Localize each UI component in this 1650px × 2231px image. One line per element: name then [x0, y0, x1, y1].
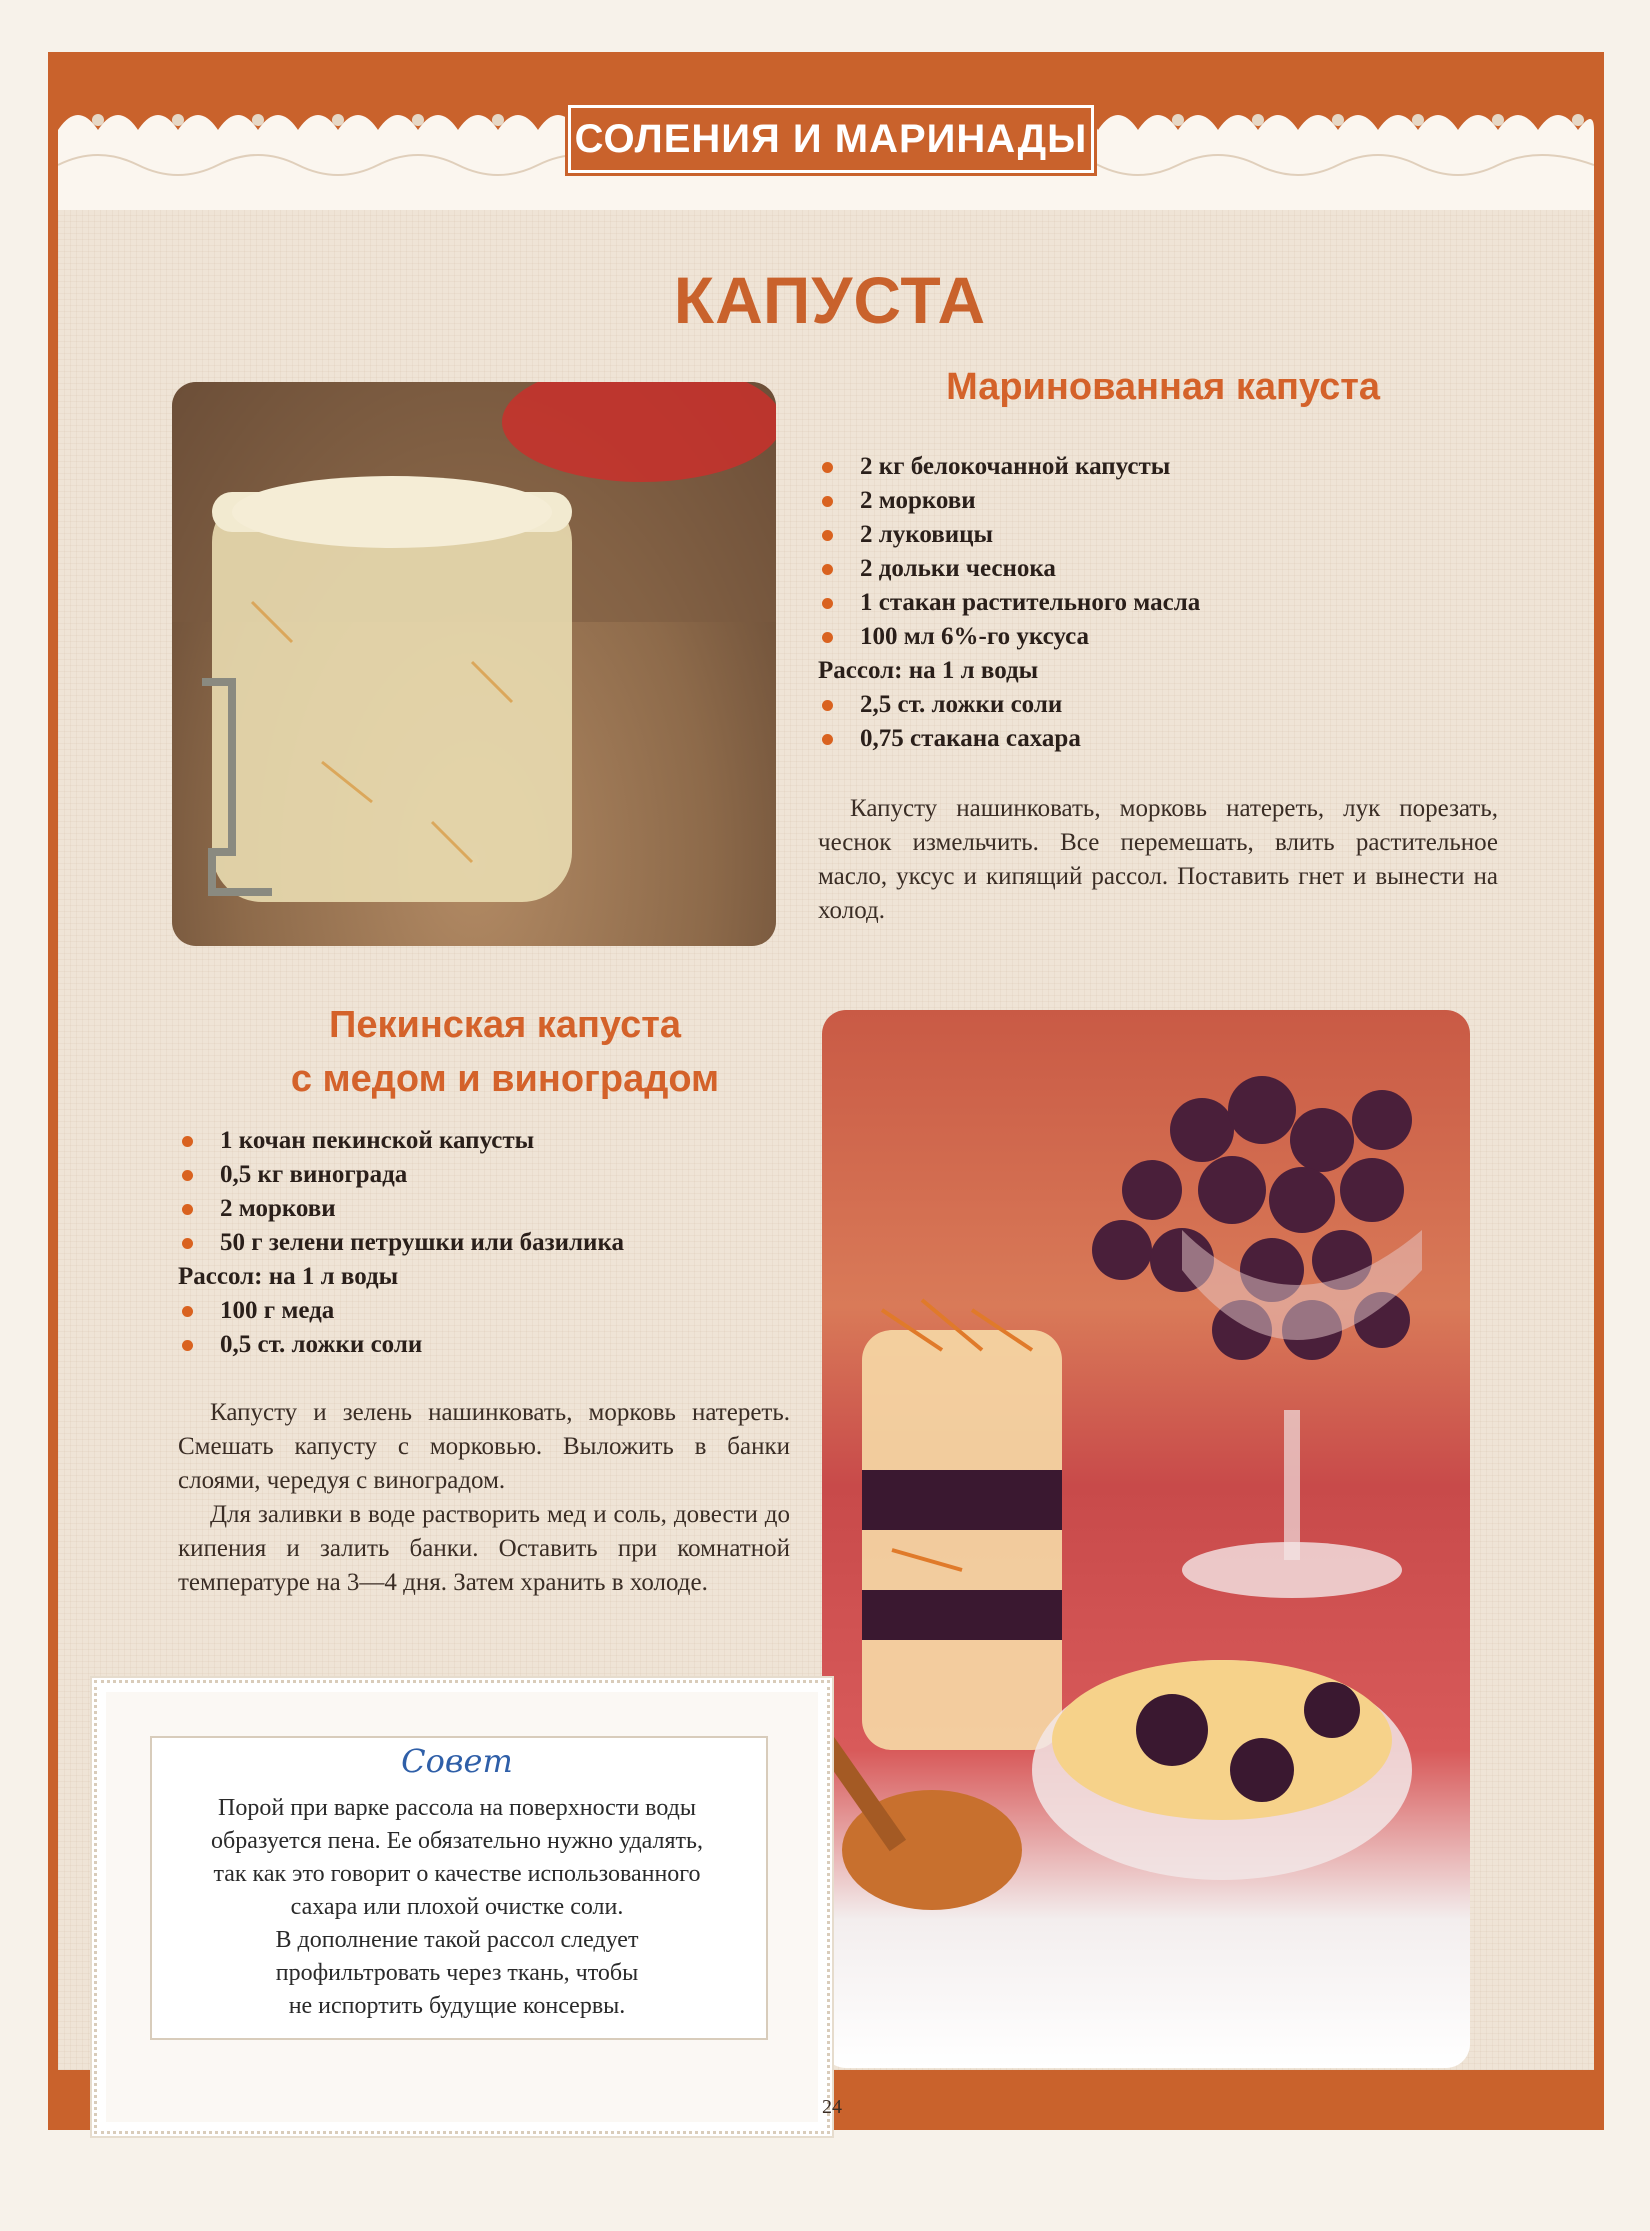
- advice-line: профильтровать через ткань, чтобы: [275, 1960, 639, 1986]
- recipe1-title: Маринованная капуста: [946, 366, 1380, 408]
- recipe2-title: [270, 998, 740, 1106]
- pickled-cabbage-photo: [172, 382, 776, 946]
- recipe2-instructions: [178, 1396, 790, 1600]
- recipe1-ingredients: [818, 450, 1200, 756]
- brine-label: Рассол: на 1 л воды: [178, 1263, 399, 1290]
- ingredient-item: 2 моркови: [178, 1192, 624, 1226]
- instruction-paragraph: Капусту нашинковать, морковь натереть, лук порезать, чеснок измельчить. Все перемешать, влить растительное масло, уксус и кипящий рассол. Поставить гнет и вынести на холод.: [818, 795, 1498, 924]
- ingredient-item: 2 луковицы: [818, 518, 1200, 552]
- advice-line: не испортить будущие консервы.: [288, 1993, 626, 2019]
- page-number: 24: [822, 2096, 842, 2118]
- ingredient-item: 2 моркови: [818, 484, 1200, 518]
- recipe2-ingredients: [178, 1124, 624, 1362]
- ingredient-item: 2 кг белокочанной капусты: [818, 450, 1200, 484]
- advice-line: В дополнение такой рассол следует: [275, 1927, 639, 1953]
- ingredient-item: 2,5 ст. ложки соли: [818, 688, 1200, 722]
- ingredient-item: 0,5 кг винограда: [178, 1158, 624, 1192]
- ingredient-item: 50 г зелени петрушки или базилика: [178, 1226, 624, 1260]
- instruction-paragraph: Капусту и зелень нашинковать, морковь натереть. Смешать капусту с морковью. Выложить в банки слоями, чередуя с виноградом.: [178, 1399, 790, 1494]
- page-title: КАПУСТА: [673, 263, 987, 337]
- ingredient-item: 0,75 стакана сахара: [818, 722, 1200, 756]
- ingredient-item: 1 стакан растительного масла: [818, 586, 1200, 620]
- brine-label: Рассол: на 1 л воды: [818, 657, 1039, 684]
- ingredient-item: 0,5 ст. ложки соли: [178, 1328, 624, 1362]
- advice-title: Совет: [401, 1742, 513, 1780]
- section-title: СОЛЕНИЯ И МАРИНАДЫ: [574, 116, 1088, 161]
- section-banner: [568, 105, 1094, 173]
- ingredient-item: 100 мл 6%-го уксуса: [818, 620, 1200, 654]
- recipe1-instructions: [818, 792, 1498, 928]
- advice-line: так как это говорит о качестве использованного: [213, 1861, 701, 1887]
- jar-illustration: [172, 382, 776, 946]
- advice-line: образуется пена. Ее обязательно нужно удалять,: [211, 1828, 703, 1854]
- instruction-paragraph: Для заливки в воде растворить мед и соль, довести до кипения и залить банки. Оставить при комнатной температуре на 3—4 дня. Затем хранить в холоде.: [178, 1501, 790, 1596]
- recipe2-title-line1: Пекинская капуста: [329, 1004, 681, 1046]
- advice-text: [150, 1792, 764, 2023]
- napa-cabbage-grapes-photo: [822, 1010, 1470, 2068]
- advice-line: Порой при варке рассола на поверхности воды: [218, 1795, 696, 1821]
- recipe2-title-line2: с медом и виноградом: [290, 1058, 720, 1100]
- ingredient-item: 1 кочан пекинской капусты: [178, 1124, 624, 1158]
- ingredient-item: 2 дольки чеснока: [818, 552, 1200, 586]
- advice-line: сахара или плохой очистке соли.: [290, 1894, 624, 1920]
- ingredient-item: 100 г меда: [178, 1294, 624, 1328]
- grapes-jar-illustration: [822, 1010, 1470, 2068]
